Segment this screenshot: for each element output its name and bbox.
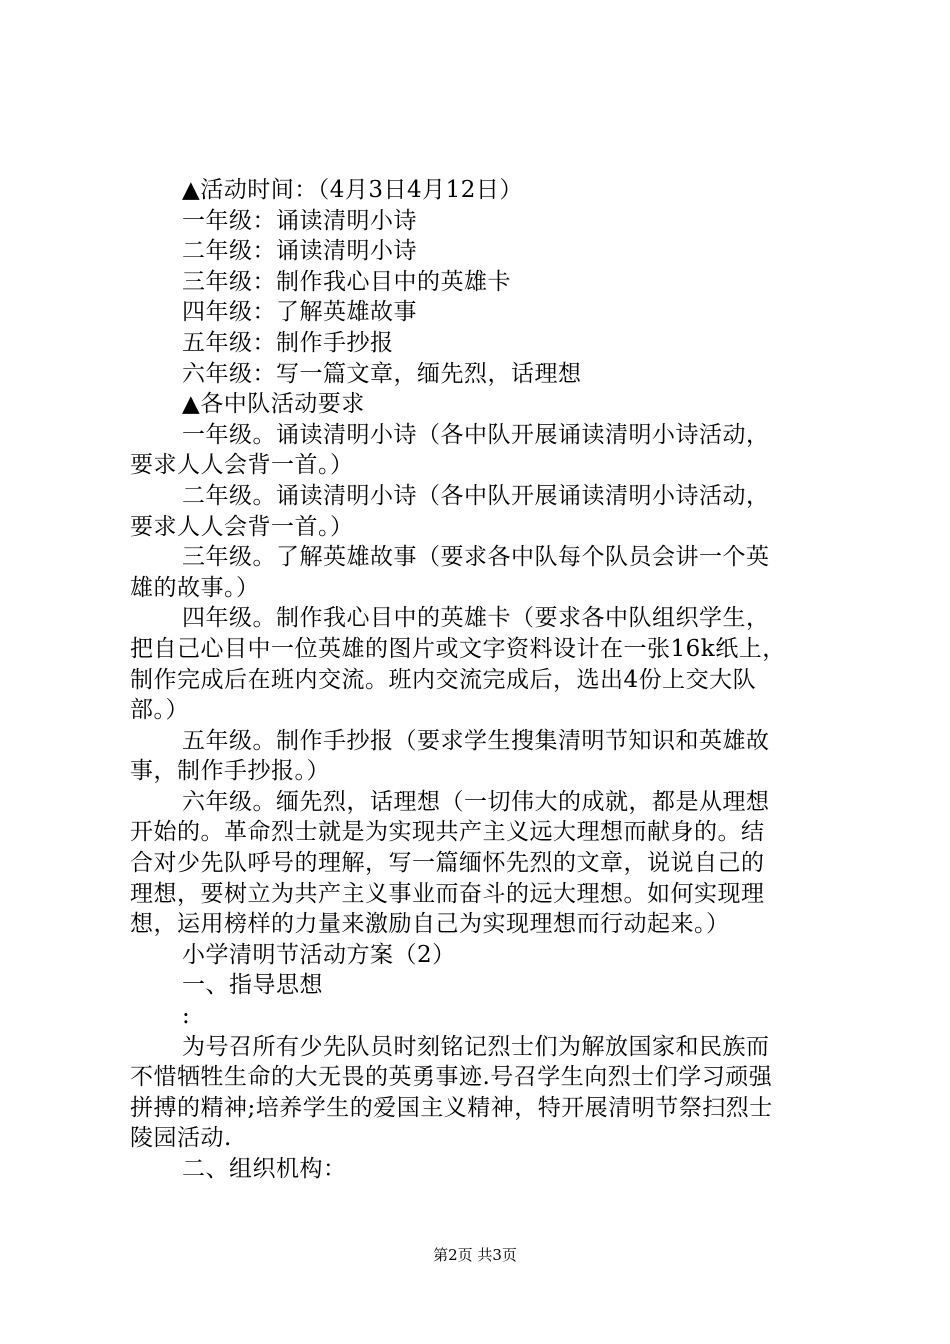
- text-line: 三年级。了解英雄故事（要求各中队每个队员会讲一个英: [182, 544, 770, 571]
- text-line: 六年级。缅先烈，话理想（一切伟大的成就，都是从理想: [182, 788, 770, 815]
- text-line: 五年级。制作手抄报（要求学生搜集清明节知识和英雄故: [182, 727, 770, 754]
- page-footer: 第2页 共3页: [433, 1246, 517, 1264]
- text-line: 二年级。诵读清明小诗（各中队开展诵读清明小诗活动，: [182, 482, 770, 509]
- text-line: 陵园活动.: [130, 1125, 232, 1152]
- text-line: 四年级：了解英雄故事: [182, 299, 417, 326]
- text-line: 五年级：制作手抄报: [182, 329, 394, 356]
- text-line: 想，运用榜样的力量来激励自己为实现理想而行动起来。）: [130, 911, 730, 938]
- text-line: 二、组织机构：: [182, 1156, 347, 1182]
- text-line: 三年级：制作我心目中的英雄卡: [182, 268, 511, 295]
- text-line: 雄的故事。）: [130, 574, 260, 601]
- document-body: [130, 175, 830, 1185]
- text-line: 不惜牺牲生命的大无畏的英勇事迹.号召学生向烈士们学习顽强: [130, 1064, 773, 1091]
- text-line: 理想，要树立为共产主义事业而奋斗的远大理想。如何实现理: [130, 880, 765, 907]
- text-line: :: [182, 1003, 191, 1030]
- text-line: 事，制作手抄报。）: [130, 758, 330, 785]
- text-line: 开始的。革命烈士就是为实现共产主义远大理想而献身的。结: [130, 819, 765, 846]
- text-line: ▲各中队活动要求: [182, 391, 365, 418]
- text-line: 一年级。诵读清明小诗（各中队开展诵读清明小诗活动，: [182, 421, 770, 448]
- text-line: 一年级：诵读清明小诗: [182, 207, 417, 234]
- text-line: 一、指导思想: [182, 972, 323, 999]
- text-line: 要求人人会背一首。）: [130, 452, 354, 479]
- text-line: ▲活动时间：（4月3日4月12日）: [182, 177, 523, 203]
- text-line: 二年级：诵读清明小诗: [182, 238, 417, 265]
- text-line: 部。）: [130, 697, 189, 724]
- text-line: 把自己心目中一位英雄的图片或文字资料设计在一张16k纸上，: [130, 635, 786, 662]
- text-line: 拼搏的精神;培养学生的爱国主义精神，特开展清明节祭扫烈士: [130, 1094, 773, 1121]
- text-line: 为号召所有少先队员时刻铭记烈士们为解放国家和民族而: [182, 1033, 770, 1060]
- text-line: 小学清明节活动方案（2）: [182, 941, 456, 968]
- text-line: 要求人人会背一首。）: [130, 513, 354, 540]
- text-line: 合对少先队呼号的理解，写一篇缅怀先烈的文章，说说自己的: [130, 850, 765, 877]
- text-line: 制作完成后在班内交流。班内交流完成后，选出4份上交大队: [130, 666, 757, 693]
- text-line: 四年级。制作我心目中的英雄卡（要求各中队组织学生，: [182, 605, 770, 632]
- text-line: 六年级：写一篇文章，缅先烈，话理想: [182, 360, 582, 387]
